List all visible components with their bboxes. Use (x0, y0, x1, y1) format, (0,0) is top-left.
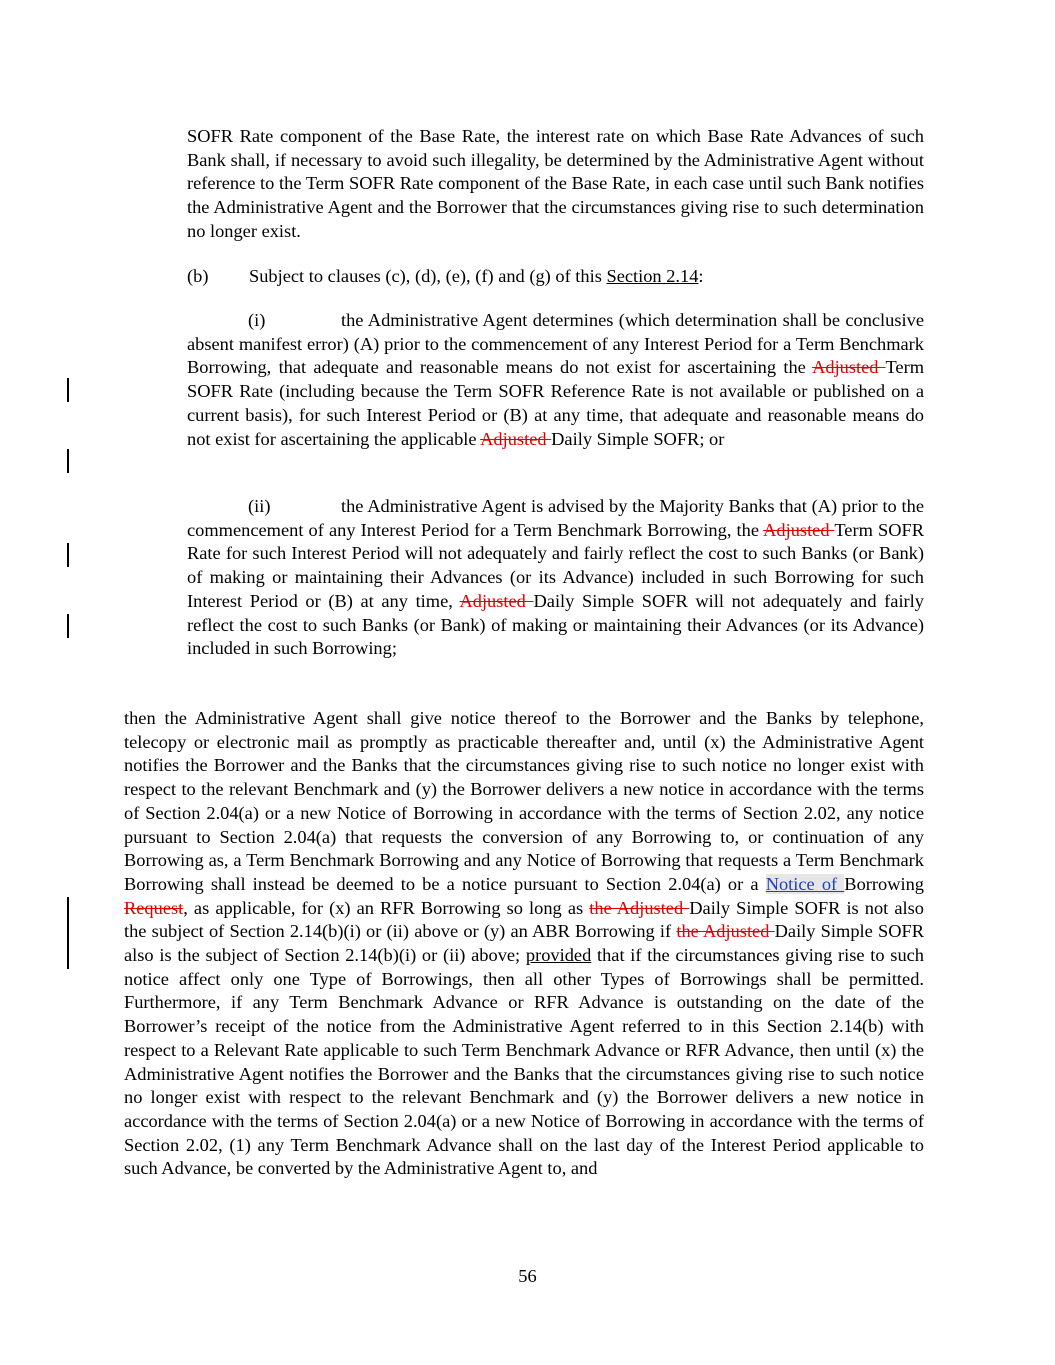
subclause-text: the Administrative Agent is advised by the Majority Banks that (A) prior to the commencement of any Interest Period for a Term Benchmark Borrowing, the (187, 496, 924, 540)
subclause-label: (ii) (248, 496, 271, 516)
change-bar (67, 449, 69, 473)
deleted-text: Adjusted (763, 519, 835, 540)
change-bar (67, 614, 69, 638)
clause-text: : (698, 266, 704, 286)
change-bar (67, 378, 69, 402)
provided-term: provided (525, 945, 592, 966)
inserted-text-link[interactable]: Notice of (765, 873, 845, 894)
subclause-label: (i) (248, 310, 266, 330)
paragraph-text: Daily Simple SOFR also is the subject of Section 2.14(b)(i) or (ii) above; (124, 921, 924, 966)
page-number: 56 (518, 1266, 537, 1286)
subclause-text: Daily Simple SOFR will not adequately and fairly reflect the cost to such Banks (or Bank) of making or maintaining their Advances (or its Advance) included in such Borrowing; (187, 590, 924, 659)
paragraph-text: , as applicable, for (x) an RFR Borrowing so long as (183, 897, 590, 918)
deleted-text: the Adjusted (589, 897, 690, 918)
subclause-text: Term SOFR Rate for such Interest Period will not adequately and fairly reflect the cost to such Banks (or Bank) of making or maintaining their Advances (or its Advance) included in such Borrowing for such Interest Period or (B) at any time, (187, 519, 924, 611)
paragraph-continuation (187, 125, 924, 244)
subclause-text: Term SOFR Rate (including because the Term SOFR Reference Rate is not available or published on a current basis), for such Interest Period or (B) at any time, that adequate and reasonable means do not exist for ascertaining the applicable (187, 357, 924, 449)
subclause-text: the Administrative Agent determines (which determination shall be conclusive absent manifest error) (A) prior to the commencement of any Interest Period for a Term Benchmark Borrowing, that adequate and reasonable means do not exist for ascertaining the (187, 310, 924, 378)
paragraph-text: SOFR Rate component of the Base Rate, the interest rate on which Base Rate Advances of such Bank shall, if necessary to avoid such illegality, be determined by the Administrative Agent without reference to the Term SOFR Rate component of the Base Rate, in each case until such Bank notifies the Administrative Agent and the Borrower that the circumstances giving rise to such determination no longer exist. (187, 126, 924, 241)
change-bar (67, 897, 69, 969)
deleted-text: Request (124, 897, 184, 918)
clause-b (187, 265, 924, 289)
body-paragraph (124, 707, 924, 1181)
deleted-text: Adjusted (459, 590, 534, 611)
clause-text: Subject to clauses (c), (d), (e), (f) and (g) of this (249, 266, 607, 286)
subclause-ii (187, 495, 924, 661)
paragraph-text: then the Administrative Agent shall give notice thereof to the Borrower and the Banks by telephone, telecopy or electronic mail as promptly as practicable thereafter and, until (x) the Administrative Agent notifies the Borrower and the Banks that the circumstances giving rise to such notice no longer exist with respect to the relevant Benchmark and (y) the Borrower delivers a new notice in accordance with the terms of Section 2.04(a) or a new Notice of Borrowing in accordance with the terms of Section 2.02, any notice pursuant to Section 2.04(a) that requests the conversion of any Borrowing to, or continuation of any Borrowing as, a Term Benchmark Borrowing and any Notice of Borrowing that requests a Term Benchmark Borrowing shall instead be deemed to be a notice pursuant to Section 2.04(a) or a (124, 708, 924, 894)
paragraph-text: Daily Simple SOFR is not also the subject of Section 2.14(b)(i) or (ii) above or (y) an ABR Borrowing if (124, 897, 924, 942)
deleted-text: Adjusted (480, 428, 552, 449)
subclause-text: Daily Simple SOFR; or (551, 428, 725, 449)
deleted-text: the Adjusted (676, 921, 775, 942)
paragraph-text: that if the circumstances giving rise to such notice affect only one Type of Borrowings, then all other Types of Borrowings shall be permitted. Furthermore, if any Term Benchmark Advance or RFR Advance is outstanding on the date of the Borrower’s receipt of the notice from the Administrative Agent referred to in this Section 2.14(b) with respect to a Relevant Rate applicable to such Term Benchmark Advance or RFR Advance, then until (x) the Administrative Agent notifies the Borrower and the Banks that the circumstances giving rise to such notice no longer exist with respect to the relevant Benchmark and (y) the Borrower delivers a new notice in accordance with the terms of Section 2.04(a) or a new Notice of Borrowing in accordance with the terms of Section 2.02, (1) any Term Benchmark Advance shall on the last day of the Interest Period applicable to such Advance, be converted by the Administrative Agent to, and (124, 945, 925, 1179)
section-reference: Section 2.14 (606, 266, 699, 286)
paragraph-text: Borrowing (844, 873, 924, 894)
subclause-i (187, 309, 924, 451)
deleted-text: Adjusted (812, 357, 886, 378)
change-bar (67, 543, 69, 567)
clause-label: (b) (187, 266, 209, 286)
